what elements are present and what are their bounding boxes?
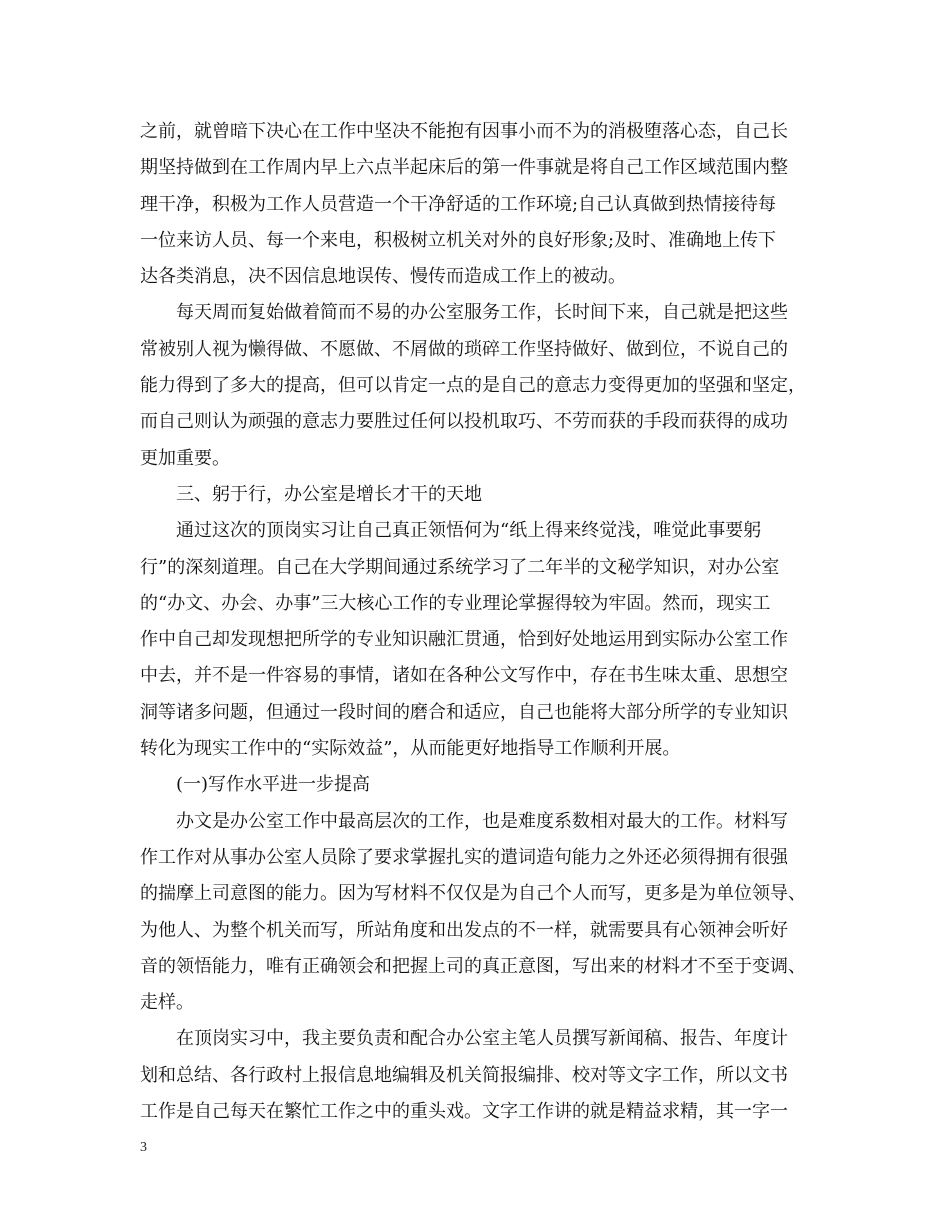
text-line: 更加重要。 <box>140 447 230 469</box>
text-line: 的“办文、办会、办事”三大核心工作的专业理论掌握得较为牢固。然而，现实工 <box>140 592 771 614</box>
text-line: 洞等诸多问题，但通过一段时间的磨合和适应，自己也能将大部分所学的专业知识 <box>140 701 788 723</box>
text-line: 三、躬于行，办公室是增长才干的天地 <box>176 483 482 505</box>
text-line: 行”的深刻道理。自己在大学期间通过系统学习了二年半的文秘学知识，对办公室 <box>140 556 780 578</box>
document-body <box>140 114 820 1130</box>
text-line: 能力得到了多大的提高，但可以肯定一点的是自己的意志力变得更加的坚强和坚定， <box>140 375 806 397</box>
text-line: 每天周而复始做着简而不易的办公室服务工作，长时间下来，自己就是把这些 <box>176 302 788 324</box>
text-line: 作工作对从事办公室人员除了要求掌握扎实的遣词造句能力之外还必须得拥有很强 <box>140 846 788 868</box>
text-line: 期坚持做到在工作周内早上六点半起床后的第一件事就是将自己工作区域范围内整 <box>140 157 788 179</box>
text-line: (一)写作水平进一步提高 <box>176 774 371 796</box>
text-line: 达各类消息，决不因信息地误传、慢传而造成工作上的被动。 <box>140 266 626 288</box>
text-line: 中去，并不是一件容易的事情，诸如在各种公文写作中，存在书生味太重、思想空 <box>140 665 788 687</box>
text-line: 音的领悟能力，唯有正确领会和把握上司的真正意图，写出来的材料才不至于变调、 <box>140 955 806 977</box>
text-line: 一位来访人员、每一个来电，积极树立机关对外的良好形象;及时、准确地上传下 <box>140 229 777 251</box>
text-line: 通过这次的顶岗实习让自己真正领悟何为“纸上得来终觉浅，唯觉此事要躬 <box>176 520 762 542</box>
text-line: 作中自己却发现想把所学的专业知识融汇贯通，恰到好处地运用到实际办公室工作 <box>140 629 788 651</box>
text-line: 理干净，积极为工作人员营造一个干净舒适的工作环境;自己认真做到热情接待每 <box>140 193 777 215</box>
text-line: 的揣摩上司意图的能力。因为写材料不仅仅是为自己个人而写，更多是为单位领导、 <box>140 883 806 905</box>
text-line: 转化为现实工作中的“实际效益”，从而能更好地指导工作顺利开展。 <box>140 738 681 760</box>
text-line: 办文是办公室工作中最高层次的工作，也是难度系数相对最大的工作。材料写 <box>176 810 788 832</box>
text-line: 常被别人视为懒得做、不愿做、不屑做的琐碎工作坚持做好、做到位，不说自己的 <box>140 338 788 360</box>
text-line: 为他人、为整个机关而写，所站角度和出发点的不一样，就需要具有心领神会听好 <box>140 919 788 941</box>
text-line: 划和总结、各行政村上报信息地编辑及机关简报编排、校对等文字工作，所以文书 <box>140 1064 788 1086</box>
page-number: 3 <box>140 1140 147 1155</box>
text-line: 走样。 <box>140 992 194 1014</box>
text-line: 之前，就曾暗下决心在工作中坚决不能抱有因事小而不为的消极堕落心态，自己长 <box>140 121 788 142</box>
text-line: 在顶岗实习中，我主要负责和配合办公室主笔人员撰写新闻稿、报告、年度计 <box>176 1028 788 1050</box>
text-line: 而自己则认为顽强的意志力要胜过任何以投机取巧、不劳而获的手段而获得的成功 <box>140 411 788 433</box>
text-line: 工作是自己每天在繁忙工作之中的重头戏。文字工作讲的就是精益求精，其一字一 <box>140 1101 788 1123</box>
